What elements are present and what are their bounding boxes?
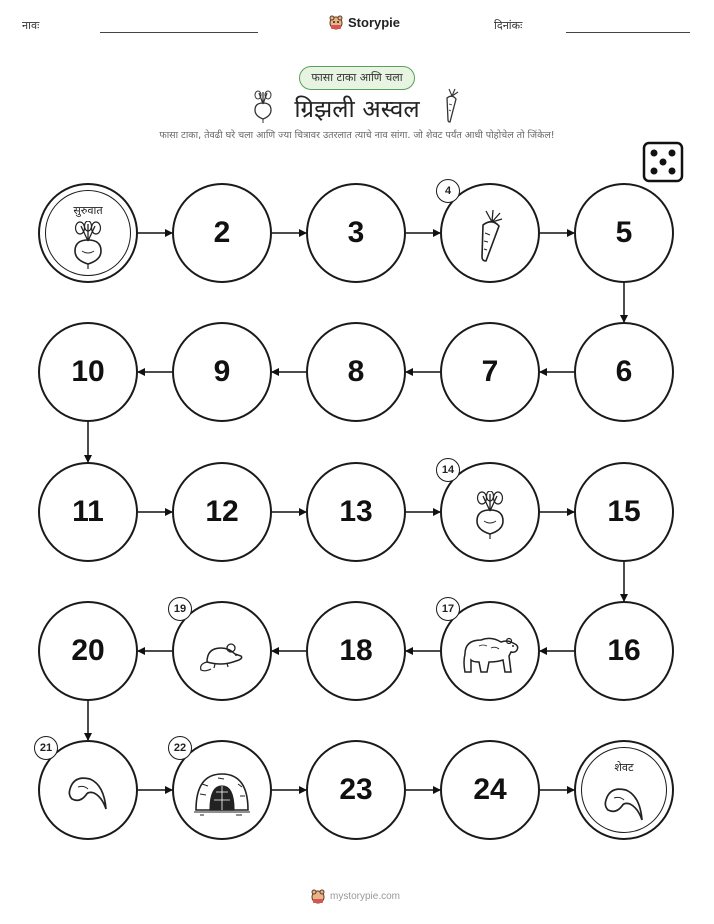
board-cell-2[interactable] xyxy=(172,183,272,283)
claw-icon xyxy=(66,771,110,815)
board-cell-6[interactable] xyxy=(574,322,674,422)
board-cell-8[interactable] xyxy=(306,322,406,422)
board-cell-11[interactable] xyxy=(38,462,138,562)
board-cell-12[interactable] xyxy=(172,462,272,562)
board-cell-9[interactable] xyxy=(172,322,272,422)
board-cell-3[interactable] xyxy=(306,183,406,283)
start-label: सुरुवात xyxy=(73,204,103,217)
name-label: नावः xyxy=(22,19,40,32)
board-cell-18[interactable] xyxy=(306,601,406,701)
game-type-badge: फासा टाका आणि चला xyxy=(299,66,415,90)
beet-icon xyxy=(40,221,136,269)
board-cell-25[interactable] xyxy=(574,740,674,840)
date-label: दिनांकः xyxy=(494,19,523,32)
cell-number: 2 xyxy=(213,216,231,249)
bear-icon xyxy=(459,632,521,676)
instructions: फासा टाका, तेवढी घरे चला आणि ज्या चित्रावर उतरलात त्याचे नाव सांगा. जो शेवट पर्यंत आधी पोहोचेल तो जिंकेल! xyxy=(159,130,555,141)
cell-number: 6 xyxy=(615,355,633,388)
cell-number: 13 xyxy=(339,495,373,528)
carrot-icon xyxy=(472,209,508,263)
cell-number: 3 xyxy=(347,216,365,249)
cell-number-badge: 14 xyxy=(436,458,460,482)
cell-number-badge: 17 xyxy=(436,597,460,621)
cell-number: 15 xyxy=(607,495,641,528)
cell-number: 10 xyxy=(71,355,105,388)
cell-number-badge: 4 xyxy=(436,179,460,203)
board-cell-7[interactable] xyxy=(440,322,540,422)
storypie-footer-icon xyxy=(310,888,326,904)
cell-number: 9 xyxy=(213,355,231,388)
cell-number: 12 xyxy=(205,495,239,528)
cell-number: 16 xyxy=(607,634,641,667)
cell-number: 18 xyxy=(339,634,373,667)
board-cell-20[interactable] xyxy=(38,601,138,701)
brand-name: Storypie xyxy=(348,14,401,30)
board-cell-15[interactable] xyxy=(574,462,674,562)
board-cell-10[interactable] xyxy=(38,322,138,422)
footer-url: mystorypie.com xyxy=(330,890,401,902)
mouse-icon xyxy=(197,636,247,672)
board-cell-1[interactable] xyxy=(38,183,138,283)
board-cell-13[interactable] xyxy=(306,462,406,562)
cell-number: 5 xyxy=(615,216,633,249)
page-title: ग्रिझली अस्वल xyxy=(294,95,420,123)
finish-label: शेवट xyxy=(614,761,634,774)
beet-icon xyxy=(470,491,510,539)
cell-number-badge: 21 xyxy=(34,736,58,760)
cell-number-badge: 19 xyxy=(168,597,192,621)
board-cell-5[interactable] xyxy=(574,183,674,283)
board-cell-16[interactable] xyxy=(574,601,674,701)
cave-icon xyxy=(192,770,252,816)
cell-number: 23 xyxy=(339,773,373,806)
cell-number: 8 xyxy=(347,355,365,388)
claw-icon xyxy=(576,782,672,826)
footer xyxy=(310,888,400,904)
cell-number-badge: 22 xyxy=(168,736,192,760)
cell-number: 24 xyxy=(473,773,507,806)
cell-number: 20 xyxy=(71,634,105,667)
cell-number: 11 xyxy=(72,495,104,528)
board-cell-23[interactable] xyxy=(306,740,406,840)
cell-number: 7 xyxy=(481,355,499,388)
board-cell-24[interactable] xyxy=(440,740,540,840)
